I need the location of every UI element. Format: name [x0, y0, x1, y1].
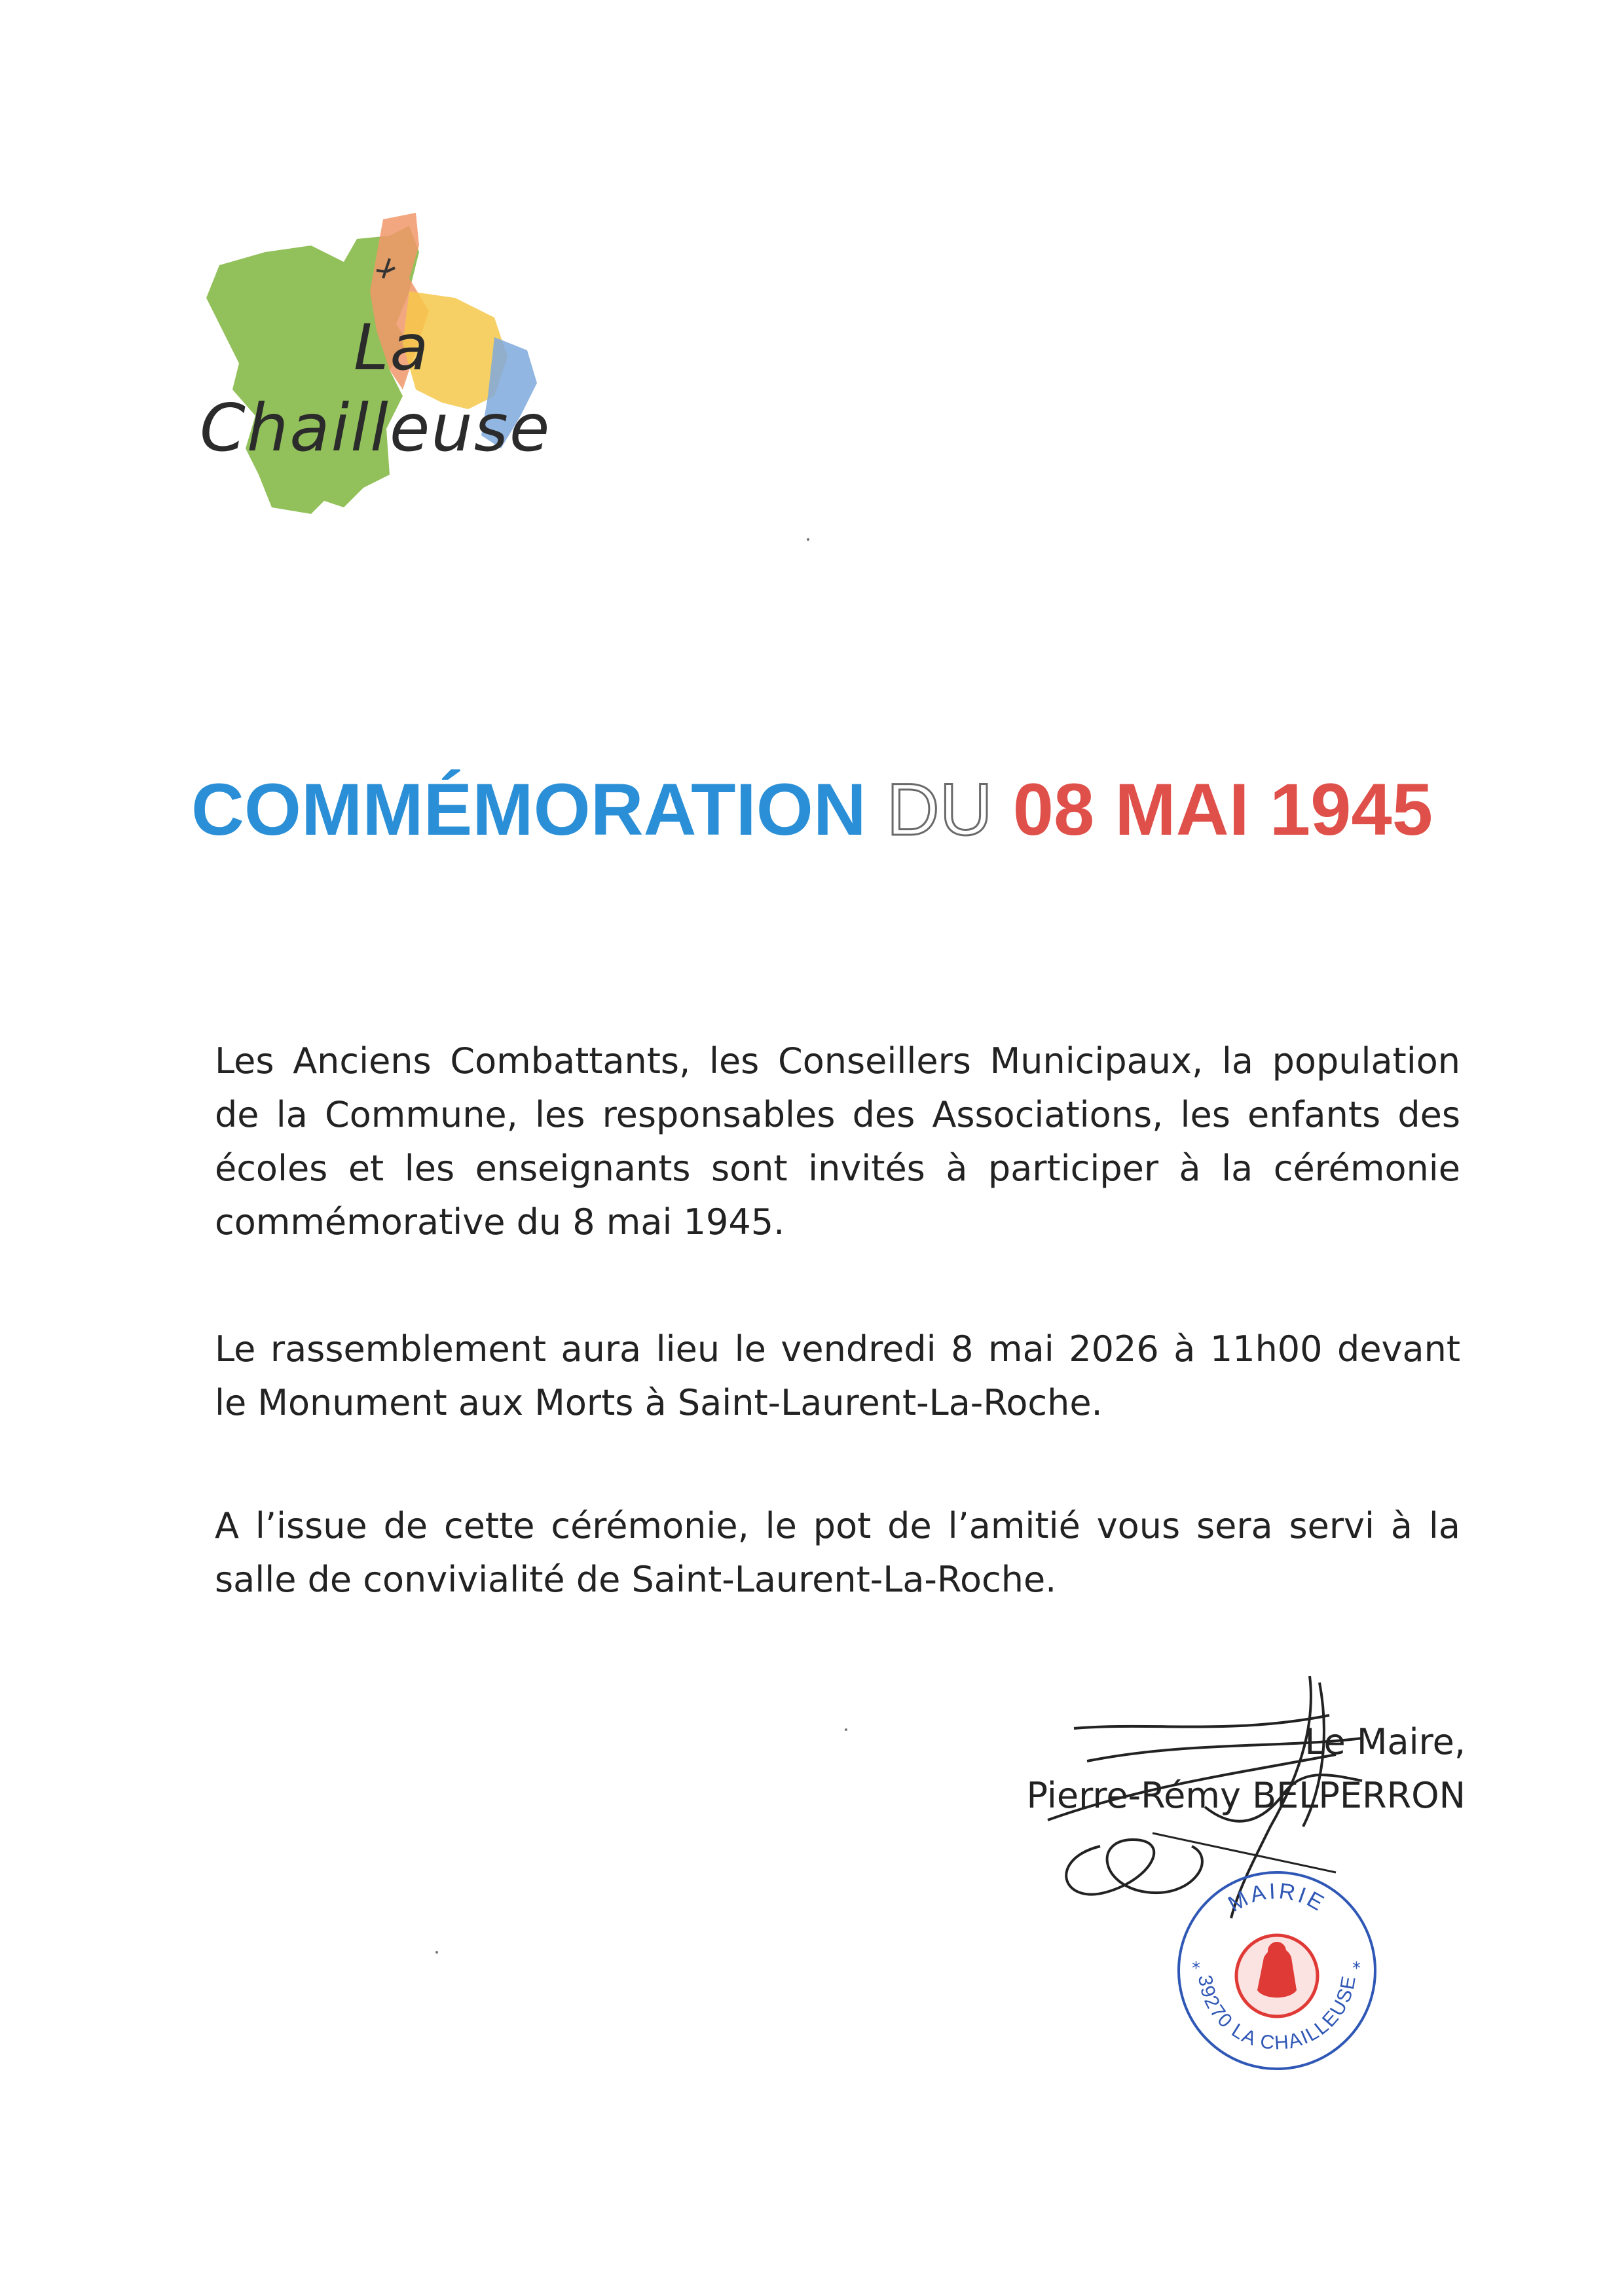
- signature-name: Pierre-Rémy BELPERRON: [1026, 1775, 1466, 1816]
- title-part-commemoration: COMMÉMORATION: [191, 769, 866, 850]
- stamp-bottom-text: 39270 LA CHAILLEUSE: [1194, 1973, 1361, 2054]
- title-part-du: DU: [886, 769, 993, 850]
- paragraph-reception: A l’issue de cette cérémonie, le pot de l’amitié vous sera servi à la salle de convivialité de Saint-Laurent-La-Roche.: [215, 1505, 1460, 1600]
- svg-text:MAIRIE: [1224, 1878, 1330, 1917]
- page-title: [0, 767, 1624, 852]
- logo-la-chailleuse: [193, 200, 612, 540]
- signature-block: [1027, 1715, 1466, 1823]
- logo-text-line2: Chailleuse: [200, 390, 551, 466]
- logo-text-line1: La: [354, 311, 430, 384]
- title-part-date: 08 MAI 1945: [1012, 769, 1433, 850]
- scan-speck: [435, 1951, 438, 1954]
- stamp-star-left: *: [1192, 1959, 1200, 1978]
- scan-speck: [807, 538, 809, 541]
- paragraph-meeting: Le rassemblement aura lieu le vendredi 8 mai 2026 à 11h00 devant le Monument aux Morts à Saint-Laurent-La-Roche.: [215, 1328, 1460, 1423]
- stamp-star-right: *: [1352, 1959, 1361, 1978]
- mairie-stamp: [1166, 1859, 1388, 2082]
- scan-speck: [845, 1728, 847, 1731]
- stamp-top-text: MAIRIE: [1224, 1878, 1331, 1918]
- paragraph-invitation: Les Anciens Combattants, les Conseillers Municipaux, la population de la Commune, les responsables des Associations, les enfants des écoles et les enseignants sont invités à participer à la cérémonie commémorative du 8 mai 1945.: [215, 1040, 1460, 1243]
- signature-role: Le Maire,: [1304, 1721, 1466, 1762]
